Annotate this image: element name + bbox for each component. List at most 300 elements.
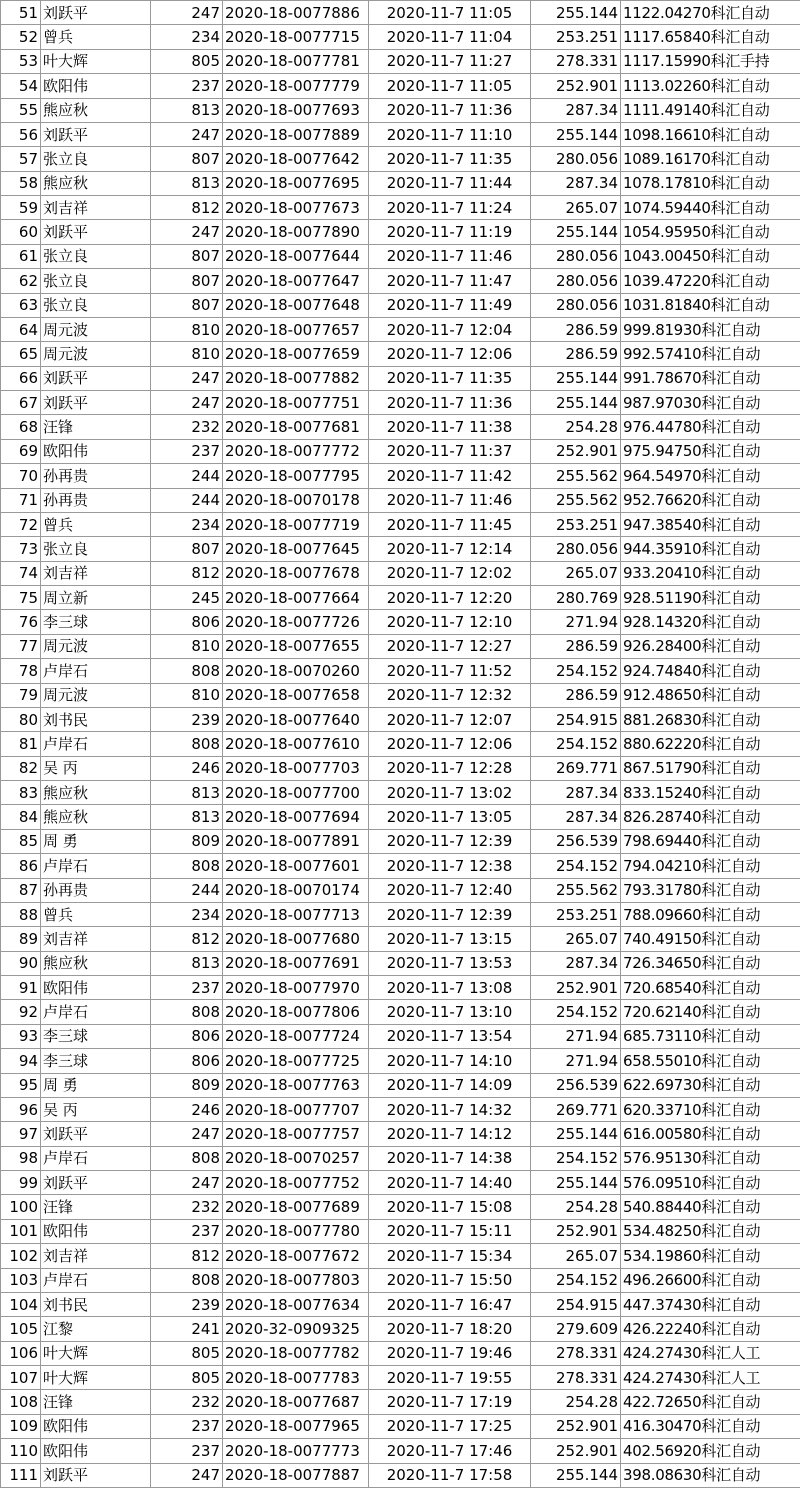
amount-source-cell[interactable]: 912.48650科汇自动 <box>621 683 800 707</box>
name-cell[interactable]: 卢岸石 <box>41 854 151 878</box>
row-index-cell[interactable]: 63 <box>1 293 41 317</box>
row-index-cell[interactable]: 99 <box>1 1171 41 1195</box>
rate-cell[interactable]: 255.562 <box>531 878 621 902</box>
ticket-number-cell[interactable]: 2020-18-0077763 <box>223 1073 369 1097</box>
code-cell[interactable]: 247 <box>151 1171 223 1195</box>
name-cell[interactable]: 周 勇 <box>41 1073 151 1097</box>
rate-cell[interactable]: 255.144 <box>531 1 621 25</box>
rate-cell[interactable]: 271.94 <box>531 1049 621 1073</box>
code-cell[interactable]: 809 <box>151 1073 223 1097</box>
datetime-cell[interactable]: 2020-11-7 15:34 <box>369 1244 531 1268</box>
name-cell[interactable]: 熊应秋 <box>41 781 151 805</box>
amount-source-cell[interactable]: 534.19860科汇自动 <box>621 1244 800 1268</box>
datetime-cell[interactable]: 2020-11-7 11:35 <box>369 366 531 390</box>
rate-cell[interactable]: 278.331 <box>531 1341 621 1365</box>
rate-cell[interactable]: 254.152 <box>531 732 621 756</box>
row-index-cell[interactable]: 100 <box>1 1195 41 1219</box>
ticket-number-cell[interactable]: 2020-18-0077657 <box>223 317 369 341</box>
rate-cell[interactable]: 265.07 <box>531 196 621 220</box>
row-index-cell[interactable]: 66 <box>1 366 41 390</box>
ticket-number-cell[interactable]: 2020-18-0077752 <box>223 1171 369 1195</box>
datetime-cell[interactable]: 2020-11-7 11:10 <box>369 122 531 146</box>
datetime-cell[interactable]: 2020-11-7 14:32 <box>369 1097 531 1121</box>
row-index-cell[interactable]: 70 <box>1 464 41 488</box>
rate-cell[interactable]: 255.144 <box>531 122 621 146</box>
rate-cell[interactable]: 252.901 <box>531 74 621 98</box>
ticket-number-cell[interactable]: 2020-18-0077806 <box>223 1000 369 1024</box>
amount-source-cell[interactable]: 924.74840科汇自动 <box>621 659 800 683</box>
row-index-cell[interactable]: 67 <box>1 391 41 415</box>
code-cell[interactable]: 247 <box>151 220 223 244</box>
name-cell[interactable]: 熊应秋 <box>41 805 151 829</box>
amount-source-cell[interactable]: 496.26600科汇自动 <box>621 1268 800 1292</box>
code-cell[interactable]: 244 <box>151 488 223 512</box>
row-index-cell[interactable]: 96 <box>1 1097 41 1121</box>
name-cell[interactable]: 孙再贵 <box>41 488 151 512</box>
datetime-cell[interactable]: 2020-11-7 11:35 <box>369 147 531 171</box>
ticket-number-cell[interactable]: 2020-18-0077725 <box>223 1049 369 1073</box>
name-cell[interactable]: 张立良 <box>41 147 151 171</box>
name-cell[interactable]: 曾兵 <box>41 25 151 49</box>
rate-cell[interactable]: 280.056 <box>531 244 621 268</box>
amount-source-cell[interactable]: 576.09510科汇自动 <box>621 1171 800 1195</box>
name-cell[interactable]: 卢岸石 <box>41 659 151 683</box>
code-cell[interactable]: 246 <box>151 1097 223 1121</box>
name-cell[interactable]: 周元波 <box>41 317 151 341</box>
row-index-cell[interactable]: 51 <box>1 1 41 25</box>
rate-cell[interactable]: 254.152 <box>531 1146 621 1170</box>
rate-cell[interactable]: 271.94 <box>531 610 621 634</box>
name-cell[interactable]: 李三球 <box>41 1024 151 1048</box>
ticket-number-cell[interactable]: 2020-32-0909325 <box>223 1317 369 1341</box>
ticket-number-cell[interactable]: 2020-18-0077783 <box>223 1366 369 1390</box>
rate-cell[interactable]: 287.34 <box>531 951 621 975</box>
row-index-cell[interactable]: 106 <box>1 1341 41 1365</box>
ticket-number-cell[interactable]: 2020-18-0077694 <box>223 805 369 829</box>
row-index-cell[interactable]: 101 <box>1 1219 41 1243</box>
row-index-cell[interactable]: 92 <box>1 1000 41 1024</box>
datetime-cell[interactable]: 2020-11-7 12:40 <box>369 878 531 902</box>
code-cell[interactable]: 244 <box>151 878 223 902</box>
name-cell[interactable]: 刘跃平 <box>41 220 151 244</box>
rate-cell[interactable]: 253.251 <box>531 902 621 926</box>
name-cell[interactable]: 熊应秋 <box>41 951 151 975</box>
amount-source-cell[interactable]: 1122.04270科汇自动 <box>621 1 800 25</box>
datetime-cell[interactable]: 2020-11-7 12:07 <box>369 707 531 731</box>
datetime-cell[interactable]: 2020-11-7 11:24 <box>369 196 531 220</box>
code-cell[interactable]: 245 <box>151 586 223 610</box>
row-index-cell[interactable]: 79 <box>1 683 41 707</box>
amount-source-cell[interactable]: 1117.15990科汇手持 <box>621 49 800 73</box>
name-cell[interactable]: 张立良 <box>41 244 151 268</box>
amount-source-cell[interactable]: 1031.81840科汇自动 <box>621 293 800 317</box>
amount-source-cell[interactable]: 999.81930科汇自动 <box>621 317 800 341</box>
code-cell[interactable]: 810 <box>151 683 223 707</box>
datetime-cell[interactable]: 2020-11-7 17:19 <box>369 1390 531 1414</box>
amount-source-cell[interactable]: 976.44780科汇自动 <box>621 415 800 439</box>
code-cell[interactable]: 813 <box>151 98 223 122</box>
row-index-cell[interactable]: 53 <box>1 49 41 73</box>
name-cell[interactable]: 李三球 <box>41 1049 151 1073</box>
row-index-cell[interactable]: 62 <box>1 269 41 293</box>
code-cell[interactable]: 239 <box>151 707 223 731</box>
datetime-cell[interactable]: 2020-11-7 12:27 <box>369 634 531 658</box>
row-index-cell[interactable]: 95 <box>1 1073 41 1097</box>
ticket-number-cell[interactable]: 2020-18-0077715 <box>223 25 369 49</box>
amount-source-cell[interactable]: 928.51190科汇自动 <box>621 586 800 610</box>
name-cell[interactable]: 周元波 <box>41 342 151 366</box>
ticket-number-cell[interactable]: 2020-18-0077726 <box>223 610 369 634</box>
name-cell[interactable]: 熊应秋 <box>41 171 151 195</box>
datetime-cell[interactable]: 2020-11-7 12:06 <box>369 342 531 366</box>
code-cell[interactable]: 808 <box>151 854 223 878</box>
amount-source-cell[interactable]: 1054.95950科汇自动 <box>621 220 800 244</box>
amount-source-cell[interactable]: 402.56920科汇自动 <box>621 1439 800 1463</box>
ticket-number-cell[interactable]: 2020-18-0077610 <box>223 732 369 756</box>
rate-cell[interactable]: 280.769 <box>531 586 621 610</box>
ticket-number-cell[interactable]: 2020-18-0070178 <box>223 488 369 512</box>
code-cell[interactable]: 237 <box>151 1439 223 1463</box>
amount-source-cell[interactable]: 740.49150科汇自动 <box>621 927 800 951</box>
name-cell[interactable]: 刘跃平 <box>41 1122 151 1146</box>
name-cell[interactable]: 刘吉祥 <box>41 927 151 951</box>
amount-source-cell[interactable]: 424.27430科汇人工 <box>621 1366 800 1390</box>
rate-cell[interactable]: 255.144 <box>531 1171 621 1195</box>
ticket-number-cell[interactable]: 2020-18-0070260 <box>223 659 369 683</box>
rate-cell[interactable]: 278.331 <box>531 1366 621 1390</box>
ticket-number-cell[interactable]: 2020-18-0077648 <box>223 293 369 317</box>
code-cell[interactable]: 808 <box>151 732 223 756</box>
ticket-number-cell[interactable]: 2020-18-0077659 <box>223 342 369 366</box>
name-cell[interactable]: 李三球 <box>41 610 151 634</box>
rate-cell[interactable]: 280.056 <box>531 293 621 317</box>
rate-cell[interactable]: 255.144 <box>531 1463 621 1488</box>
row-index-cell[interactable]: 90 <box>1 951 41 975</box>
datetime-cell[interactable]: 2020-11-7 11:49 <box>369 293 531 317</box>
name-cell[interactable]: 欧阳伟 <box>41 439 151 463</box>
name-cell[interactable]: 卢岸石 <box>41 1268 151 1292</box>
code-cell[interactable]: 812 <box>151 927 223 951</box>
code-cell[interactable]: 807 <box>151 269 223 293</box>
datetime-cell[interactable]: 2020-11-7 11:45 <box>369 512 531 536</box>
code-cell[interactable]: 805 <box>151 49 223 73</box>
name-cell[interactable]: 周元波 <box>41 634 151 658</box>
datetime-cell[interactable]: 2020-11-7 11:27 <box>369 49 531 73</box>
datetime-cell[interactable]: 2020-11-7 12:20 <box>369 586 531 610</box>
amount-source-cell[interactable]: 447.37430科汇自动 <box>621 1292 800 1316</box>
datetime-cell[interactable]: 2020-11-7 14:38 <box>369 1146 531 1170</box>
row-index-cell[interactable]: 84 <box>1 805 41 829</box>
rate-cell[interactable]: 287.34 <box>531 781 621 805</box>
datetime-cell[interactable]: 2020-11-7 12:04 <box>369 317 531 341</box>
name-cell[interactable]: 曾兵 <box>41 902 151 926</box>
name-cell[interactable]: 欧阳伟 <box>41 976 151 1000</box>
name-cell[interactable]: 欧阳伟 <box>41 74 151 98</box>
code-cell[interactable]: 234 <box>151 512 223 536</box>
amount-source-cell[interactable]: 576.95130科汇自动 <box>621 1146 800 1170</box>
row-index-cell[interactable]: 82 <box>1 756 41 780</box>
name-cell[interactable]: 吴 丙 <box>41 756 151 780</box>
ticket-number-cell[interactable]: 2020-18-0077678 <box>223 561 369 585</box>
ticket-number-cell[interactable]: 2020-18-0077782 <box>223 1341 369 1365</box>
code-cell[interactable]: 247 <box>151 122 223 146</box>
code-cell[interactable]: 234 <box>151 902 223 926</box>
amount-source-cell[interactable]: 926.28400科汇自动 <box>621 634 800 658</box>
ticket-number-cell[interactable]: 2020-18-0077647 <box>223 269 369 293</box>
datetime-cell[interactable]: 2020-11-7 11:37 <box>369 439 531 463</box>
row-index-cell[interactable]: 78 <box>1 659 41 683</box>
name-cell[interactable]: 周立新 <box>41 586 151 610</box>
name-cell[interactable]: 刘跃平 <box>41 1 151 25</box>
datetime-cell[interactable]: 2020-11-7 11:47 <box>369 269 531 293</box>
ticket-number-cell[interactable]: 2020-18-0077882 <box>223 366 369 390</box>
amount-source-cell[interactable]: 1043.00450科汇自动 <box>621 244 800 268</box>
ticket-number-cell[interactable]: 2020-18-0077781 <box>223 49 369 73</box>
datetime-cell[interactable]: 2020-11-7 12:10 <box>369 610 531 634</box>
code-cell[interactable]: 813 <box>151 171 223 195</box>
rate-cell[interactable]: 256.539 <box>531 829 621 853</box>
amount-source-cell[interactable]: 881.26830科汇自动 <box>621 707 800 731</box>
rate-cell[interactable]: 265.07 <box>531 1244 621 1268</box>
name-cell[interactable]: 汪锋 <box>41 415 151 439</box>
code-cell[interactable]: 239 <box>151 1292 223 1316</box>
code-cell[interactable]: 237 <box>151 1219 223 1243</box>
code-cell[interactable]: 805 <box>151 1366 223 1390</box>
row-index-cell[interactable]: 110 <box>1 1439 41 1463</box>
name-cell[interactable]: 张立良 <box>41 293 151 317</box>
amount-source-cell[interactable]: 620.33710科汇自动 <box>621 1097 800 1121</box>
name-cell[interactable]: 卢岸石 <box>41 732 151 756</box>
datetime-cell[interactable]: 2020-11-7 11:36 <box>369 391 531 415</box>
rate-cell[interactable]: 252.901 <box>531 1439 621 1463</box>
name-cell[interactable]: 熊应秋 <box>41 98 151 122</box>
amount-source-cell[interactable]: 798.69440科汇自动 <box>621 829 800 853</box>
rate-cell[interactable]: 256.539 <box>531 1073 621 1097</box>
code-cell[interactable]: 810 <box>151 317 223 341</box>
name-cell[interactable]: 孙再贵 <box>41 878 151 902</box>
row-index-cell[interactable]: 52 <box>1 25 41 49</box>
ticket-number-cell[interactable]: 2020-18-0077889 <box>223 122 369 146</box>
row-index-cell[interactable]: 76 <box>1 610 41 634</box>
row-index-cell[interactable]: 109 <box>1 1414 41 1438</box>
name-cell[interactable]: 孙再贵 <box>41 464 151 488</box>
code-cell[interactable]: 806 <box>151 1024 223 1048</box>
datetime-cell[interactable]: 2020-11-7 16:47 <box>369 1292 531 1316</box>
rate-cell[interactable]: 280.056 <box>531 537 621 561</box>
row-index-cell[interactable]: 94 <box>1 1049 41 1073</box>
rate-cell[interactable]: 254.915 <box>531 1292 621 1316</box>
ticket-number-cell[interactable]: 2020-18-0077645 <box>223 537 369 561</box>
row-index-cell[interactable]: 104 <box>1 1292 41 1316</box>
code-cell[interactable]: 246 <box>151 756 223 780</box>
rate-cell[interactable]: 278.331 <box>531 49 621 73</box>
amount-source-cell[interactable]: 540.88440科汇自动 <box>621 1195 800 1219</box>
amount-source-cell[interactable]: 726.34650科汇自动 <box>621 951 800 975</box>
datetime-cell[interactable]: 2020-11-7 12:28 <box>369 756 531 780</box>
name-cell[interactable]: 江黎 <box>41 1317 151 1341</box>
rate-cell[interactable]: 253.251 <box>531 512 621 536</box>
rate-cell[interactable]: 254.28 <box>531 415 621 439</box>
ticket-number-cell[interactable]: 2020-18-0077707 <box>223 1097 369 1121</box>
datetime-cell[interactable]: 2020-11-7 14:12 <box>369 1122 531 1146</box>
name-cell[interactable]: 周元波 <box>41 683 151 707</box>
rate-cell[interactable]: 286.59 <box>531 317 621 341</box>
ticket-number-cell[interactable]: 2020-18-0077751 <box>223 391 369 415</box>
row-index-cell[interactable]: 102 <box>1 1244 41 1268</box>
datetime-cell[interactable]: 2020-11-7 12:39 <box>369 902 531 926</box>
code-cell[interactable]: 247 <box>151 366 223 390</box>
ticket-number-cell[interactable]: 2020-18-0077664 <box>223 586 369 610</box>
code-cell[interactable]: 808 <box>151 1146 223 1170</box>
code-cell[interactable]: 808 <box>151 659 223 683</box>
code-cell[interactable]: 807 <box>151 293 223 317</box>
amount-source-cell[interactable]: 952.76620科汇自动 <box>621 488 800 512</box>
ticket-number-cell[interactable]: 2020-18-0077687 <box>223 1390 369 1414</box>
amount-source-cell[interactable]: 992.57410科汇自动 <box>621 342 800 366</box>
amount-source-cell[interactable]: 422.72650科汇自动 <box>621 1390 800 1414</box>
rate-cell[interactable]: 252.901 <box>531 439 621 463</box>
datetime-cell[interactable]: 2020-11-7 11:04 <box>369 25 531 49</box>
code-cell[interactable]: 247 <box>151 1463 223 1488</box>
code-cell[interactable]: 808 <box>151 1268 223 1292</box>
rate-cell[interactable]: 252.901 <box>531 976 621 1000</box>
amount-source-cell[interactable]: 1078.17810科汇自动 <box>621 171 800 195</box>
amount-source-cell[interactable]: 833.15240科汇自动 <box>621 781 800 805</box>
ticket-number-cell[interactable]: 2020-18-0070257 <box>223 1146 369 1170</box>
code-cell[interactable]: 813 <box>151 805 223 829</box>
ticket-number-cell[interactable]: 2020-18-0077689 <box>223 1195 369 1219</box>
name-cell[interactable]: 刘跃平 <box>41 391 151 415</box>
ticket-number-cell[interactable]: 2020-18-0077655 <box>223 634 369 658</box>
code-cell[interactable]: 247 <box>151 1 223 25</box>
datetime-cell[interactable]: 2020-11-7 13:02 <box>369 781 531 805</box>
amount-source-cell[interactable]: 424.27430科汇人工 <box>621 1341 800 1365</box>
ticket-number-cell[interactable]: 2020-18-0077658 <box>223 683 369 707</box>
ticket-number-cell[interactable]: 2020-18-0077680 <box>223 927 369 951</box>
ticket-number-cell[interactable]: 2020-18-0077965 <box>223 1414 369 1438</box>
rate-cell[interactable]: 287.34 <box>531 98 621 122</box>
row-index-cell[interactable]: 108 <box>1 1390 41 1414</box>
amount-source-cell[interactable]: 622.69730科汇自动 <box>621 1073 800 1097</box>
amount-source-cell[interactable]: 658.55010科汇自动 <box>621 1049 800 1073</box>
row-index-cell[interactable]: 71 <box>1 488 41 512</box>
datetime-cell[interactable]: 2020-11-7 14:10 <box>369 1049 531 1073</box>
row-index-cell[interactable]: 77 <box>1 634 41 658</box>
row-index-cell[interactable]: 64 <box>1 317 41 341</box>
amount-source-cell[interactable]: 1098.16610科汇自动 <box>621 122 800 146</box>
row-index-cell[interactable]: 74 <box>1 561 41 585</box>
datetime-cell[interactable]: 2020-11-7 11:44 <box>369 171 531 195</box>
rate-cell[interactable]: 255.562 <box>531 464 621 488</box>
datetime-cell[interactable]: 2020-11-7 12:39 <box>369 829 531 853</box>
amount-source-cell[interactable]: 1039.47220科汇自动 <box>621 269 800 293</box>
datetime-cell[interactable]: 2020-11-7 15:11 <box>369 1219 531 1243</box>
rate-cell[interactable]: 254.915 <box>531 707 621 731</box>
rate-cell[interactable]: 286.59 <box>531 342 621 366</box>
rate-cell[interactable]: 269.771 <box>531 756 621 780</box>
rate-cell[interactable]: 269.771 <box>531 1097 621 1121</box>
amount-source-cell[interactable]: 1113.02260科汇自动 <box>621 74 800 98</box>
code-cell[interactable]: 807 <box>151 537 223 561</box>
amount-source-cell[interactable]: 720.68540科汇自动 <box>621 976 800 1000</box>
amount-source-cell[interactable]: 826.28740科汇自动 <box>621 805 800 829</box>
row-index-cell[interactable]: 97 <box>1 1122 41 1146</box>
name-cell[interactable]: 欧阳伟 <box>41 1219 151 1243</box>
name-cell[interactable]: 张立良 <box>41 269 151 293</box>
amount-source-cell[interactable]: 928.14320科汇自动 <box>621 610 800 634</box>
rate-cell[interactable]: 287.34 <box>531 171 621 195</box>
row-index-cell[interactable]: 61 <box>1 244 41 268</box>
datetime-cell[interactable]: 2020-11-7 13:10 <box>369 1000 531 1024</box>
name-cell[interactable]: 欧阳伟 <box>41 1414 151 1438</box>
ticket-number-cell[interactable]: 2020-18-0077887 <box>223 1463 369 1488</box>
ticket-number-cell[interactable]: 2020-18-0077713 <box>223 902 369 926</box>
row-index-cell[interactable]: 55 <box>1 98 41 122</box>
datetime-cell[interactable]: 2020-11-7 11:36 <box>369 98 531 122</box>
datetime-cell[interactable]: 2020-11-7 14:40 <box>369 1171 531 1195</box>
name-cell[interactable]: 刘书民 <box>41 1292 151 1316</box>
datetime-cell[interactable]: 2020-11-7 11:05 <box>369 74 531 98</box>
amount-source-cell[interactable]: 398.08630科汇自动 <box>621 1463 800 1488</box>
code-cell[interactable]: 232 <box>151 1390 223 1414</box>
amount-source-cell[interactable]: 788.09660科汇自动 <box>621 902 800 926</box>
code-cell[interactable]: 237 <box>151 1414 223 1438</box>
row-index-cell[interactable]: 59 <box>1 196 41 220</box>
datetime-cell[interactable]: 2020-11-7 12:06 <box>369 732 531 756</box>
amount-source-cell[interactable]: 1117.65840科汇自动 <box>621 25 800 49</box>
ticket-number-cell[interactable]: 2020-18-0077795 <box>223 464 369 488</box>
rate-cell[interactable]: 252.901 <box>531 1414 621 1438</box>
datetime-cell[interactable]: 2020-11-7 15:50 <box>369 1268 531 1292</box>
ticket-number-cell[interactable]: 2020-18-0077695 <box>223 171 369 195</box>
datetime-cell[interactable]: 2020-11-7 13:05 <box>369 805 531 829</box>
name-cell[interactable]: 刘吉祥 <box>41 561 151 585</box>
datetime-cell[interactable]: 2020-11-7 11:38 <box>369 415 531 439</box>
datetime-cell[interactable]: 2020-11-7 12:32 <box>369 683 531 707</box>
amount-source-cell[interactable]: 1111.49140科汇自动 <box>621 98 800 122</box>
rate-cell[interactable]: 254.28 <box>531 1390 621 1414</box>
datetime-cell[interactable]: 2020-11-7 11:46 <box>369 488 531 512</box>
code-cell[interactable]: 806 <box>151 1049 223 1073</box>
ticket-number-cell[interactable]: 2020-18-0077890 <box>223 220 369 244</box>
row-index-cell[interactable]: 54 <box>1 74 41 98</box>
row-index-cell[interactable]: 73 <box>1 537 41 561</box>
datetime-cell[interactable]: 2020-11-7 18:20 <box>369 1317 531 1341</box>
name-cell[interactable]: 吴 丙 <box>41 1097 151 1121</box>
datetime-cell[interactable]: 2020-11-7 12:14 <box>369 537 531 561</box>
row-index-cell[interactable]: 68 <box>1 415 41 439</box>
ticket-number-cell[interactable]: 2020-18-0077891 <box>223 829 369 853</box>
datetime-cell[interactable]: 2020-11-7 13:54 <box>369 1024 531 1048</box>
amount-source-cell[interactable]: 793.31780科汇自动 <box>621 878 800 902</box>
name-cell[interactable]: 刘跃平 <box>41 1171 151 1195</box>
ticket-number-cell[interactable]: 2020-18-0077691 <box>223 951 369 975</box>
row-index-cell[interactable]: 87 <box>1 878 41 902</box>
row-index-cell[interactable]: 107 <box>1 1366 41 1390</box>
ticket-number-cell[interactable]: 2020-18-0077780 <box>223 1219 369 1243</box>
ticket-number-cell[interactable]: 2020-18-0077700 <box>223 781 369 805</box>
rate-cell[interactable]: 255.144 <box>531 1122 621 1146</box>
ticket-number-cell[interactable]: 2020-18-0077773 <box>223 1439 369 1463</box>
amount-source-cell[interactable]: 867.51790科汇自动 <box>621 756 800 780</box>
ticket-number-cell[interactable]: 2020-18-0077693 <box>223 98 369 122</box>
rate-cell[interactable]: 255.562 <box>531 488 621 512</box>
row-index-cell[interactable]: 93 <box>1 1024 41 1048</box>
amount-source-cell[interactable]: 794.04210科汇自动 <box>621 854 800 878</box>
name-cell[interactable]: 刘跃平 <box>41 122 151 146</box>
code-cell[interactable]: 247 <box>151 391 223 415</box>
ticket-number-cell[interactable]: 2020-18-0077724 <box>223 1024 369 1048</box>
